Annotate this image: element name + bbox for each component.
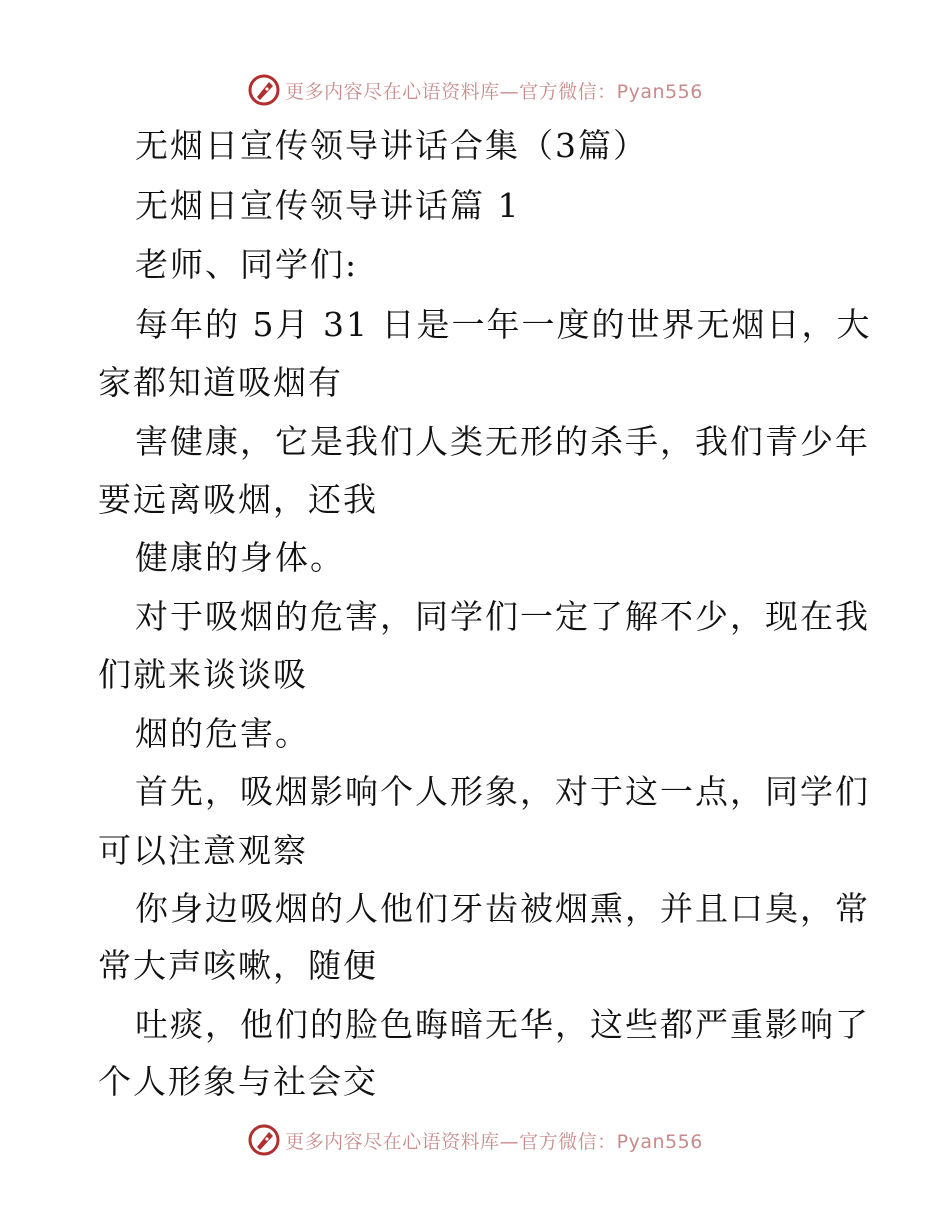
doc-line: 们就来谈谈吸 (98, 655, 308, 694)
doc-line: 对于吸烟的危害，同学们一定了解不少，现在我 (135, 597, 870, 636)
doc-line: 家都知道吸烟有 (98, 363, 343, 402)
doc-line: 个人形象与社会交 (98, 1062, 378, 1101)
header-watermark (0, 70, 950, 110)
doc-line: 吐痰，他们的脸色晦暗无华，这些都严重影响了 (135, 1005, 870, 1044)
pen-nib-logo-icon (247, 73, 281, 107)
doc-line: 要远离吸烟，还我 (98, 480, 378, 519)
doc-line: 首先，吸烟影响个人形象，对于这一点，同学们 (135, 772, 870, 811)
doc-line: 健康的身体。 (135, 538, 345, 577)
doc-line: 每年的 5月 31 日是一年一度的世界无烟日，大 (135, 305, 872, 344)
watermark-text: 更多内容尽在心语资料库—官方微信：Pyan556 (285, 80, 703, 103)
watermark-text: 更多内容尽在心语资料库—官方微信：Pyan556 (285, 1130, 703, 1153)
doc-subtitle: 无烟日宣传领导讲话篇 1 (135, 186, 521, 225)
doc-title: 无烟日宣传领导讲话合集（3篇） (135, 126, 648, 165)
doc-line: 烟的危害。 (135, 714, 310, 753)
doc-line: 常大声咳嗽，随便 (98, 946, 378, 985)
doc-line: 害健康，它是我们人类无形的杀手，我们青少年 (135, 422, 870, 461)
doc-line: 可以注意观察 (98, 831, 308, 870)
pen-nib-logo-icon (247, 1123, 281, 1157)
doc-line: 老师、同学们: (135, 245, 359, 284)
footer-watermark (0, 1120, 950, 1160)
doc-line: 你身边吸烟的人他们牙齿被烟熏，并且口臭，常 (135, 889, 870, 928)
